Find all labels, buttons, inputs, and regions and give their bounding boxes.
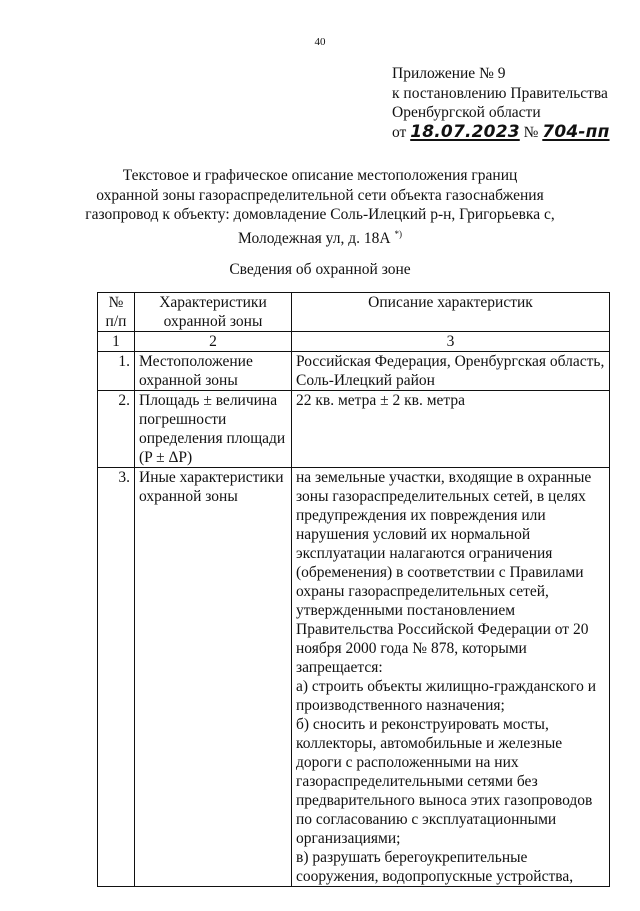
row-characteristic: Площадь ± величина погрешности определения площади (P ± ΔP) [135,391,292,468]
number-prefix: № [519,123,543,141]
header-characteristic: Характеристики охранной зоны [135,293,292,332]
row-description [292,391,610,468]
table-header-row [98,293,610,332]
row-number: 2. [98,391,135,468]
row-characteristic: Местоположение охранной зоны [135,352,292,391]
date-prefix: от [392,123,411,141]
footnote-mark: *) [394,228,402,239]
title-line-4 [60,225,580,249]
description-paragraph: 22 кв. метра ± 2 кв. метра [296,392,466,409]
handwritten-number: 704-пп [542,121,610,142]
row-number: 3. [98,468,135,887]
row-description [292,468,610,887]
row-characteristic: Иные характеристики охранной зоны [135,468,292,887]
appendix-date-line [392,123,610,143]
handwritten-date: 18.07.2023 [410,121,520,142]
page-number: 40 [314,36,326,48]
table-row [98,352,610,391]
header-description: Описание характеристик [292,293,610,332]
description-paragraph: в) разрушать берегоукрепительные сооружения, водопропускные устройства, [296,849,574,885]
table-index-row [98,332,610,352]
index-cell: 3 [292,332,610,352]
table-row [98,391,610,468]
title-line-1: Текстовое и графическое описание местоположения границ [122,167,518,184]
title-line-3: газопровод к объекту: домовладение Соль-Илецкий р-н, Григорьевка с, [85,206,555,223]
appendix-block [392,64,610,142]
appendix-title: Приложение № 9 [392,65,506,82]
document-title [60,166,580,248]
header-number: № п/п [98,293,135,332]
description-paragraph: а) строить объекты жилищно-гражданского и производственного назначения; [296,678,597,714]
appendix-region: Оренбургской области [392,104,541,121]
description-paragraph: на земельные участки, входящие в охранные зоны газораспределительных сетей, в целях предупреждения их повреждения или нарушения условий их нормальной эксплуатации налагаются ограничения (обременения) в соответствии с Правилами охраны газораспределительных сетей, утвержденными постановлением Правительства Российской Федерации от 20 ноября 2000 года № 878, которыми запрещается: [296,469,592,676]
row-description [292,352,610,391]
appendix-decree: к постановлению Правительства [392,84,608,102]
index-cell: 2 [135,332,292,352]
description-paragraph: б) сносить и реконструировать мосты, коллекторы, автомобильные и железные дороги с расположенными на них газораспределительными сетями без предварительного выноса этих газопроводов по согласованию с эксплуатационными организациями; [296,716,593,847]
description-paragraph: Российская Федерация, Оренбургская область, Соль-Илецкий район [296,353,605,389]
title-line-4-text: Молодежная ул, д. 18А [238,229,391,247]
table-row [98,468,610,887]
row-number: 1. [98,352,135,391]
section-subtitle: Сведения об охранной зоне [229,261,411,278]
title-line-2: охранной зоны газораспределительной сети объекта газоснабжения [96,186,544,204]
index-cell: 1 [98,332,135,352]
protection-zone-table [97,292,610,887]
